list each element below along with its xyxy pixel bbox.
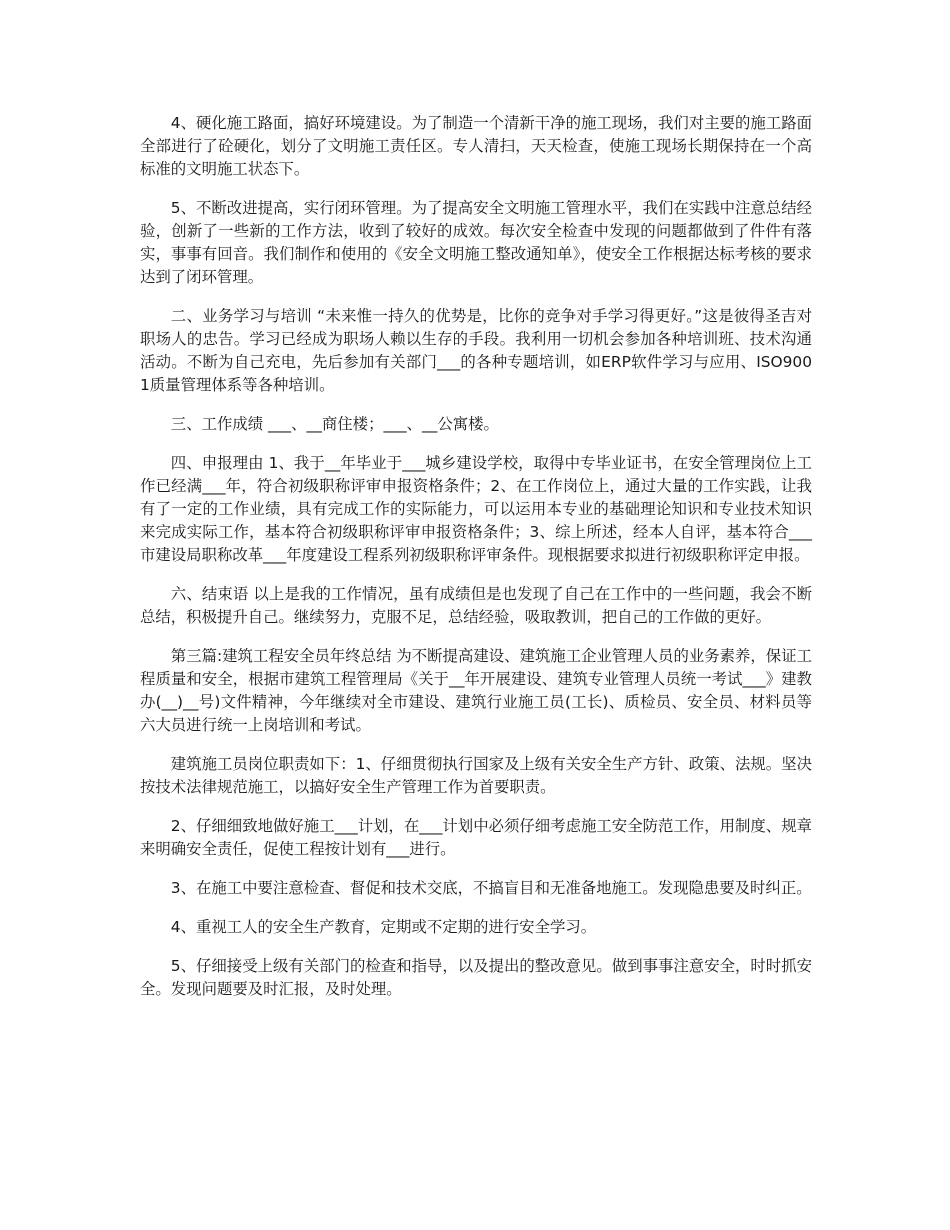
paragraph-duty-1: 建筑施工员岗位职责如下：1、仔细贯彻执行国家及上级有关安全生产方针、政策、法规。坚决按技术法律规范施工，以搞好安全生产管理工作为首要职责。 [140,755,812,796]
document-page [140,112,812,1017]
paragraph-part-three-intro: 第三篇:建筑工程安全员年终总结 为不断提高建设、建筑施工企业管理人员的业务素养，保证工程质量和安全，根据市建筑工程管理局《关于__年开展建设、建筑专业管理人员统一考试___》建教办(__)__号)文件精神，今年继续对全市建设、建筑行业施工员(工长)、质检员、安全员、材料员等六大员进行统一上岗培训和考试。 [140,647,812,734]
paragraph-conclusion: 六、结束语 以上是我的工作情况，虽有成绩但是也发现了自己在工作中的一些问题，我会不断总结，积极提升自己。继续努力，克服不足，总结经验，吸取教训，把自己的工作做的更好。 [140,585,812,626]
paragraph-application-reasons: 四、申报理由 1、我于__年毕业于___城乡建设学校，取得中专毕业证书，在安全管理岗位上工作已经满___年，符合初级职称评审申报资格条件；2、在工作岗位上，通过大量的工作实践，让我有了一定的工作业绩，具有完成工作的实际能力，可以运用本专业的基础理论知识和专业技术知识来完成实际工作，基本符合初级职称评审申报资格条件；3、综上所述，经本人自评，基本符合___市建设局职称改革___年度建设工程系列初级职称评审条件。现根据要求拟进行初级职称评定申报。 [140,454,812,564]
paragraph-duty-2: 2、仔细细致地做好施工___计划，在___计划中必须仔细考虑施工安全防范工作，用制度、规章来明确安全责任，促使工程按计划有___进行。 [140,817,812,858]
paragraph-closed-loop-management: 5、不断改进提高，实行闭环管理。为了提高安全文明施工管理水平，我们在实践中注意总结经验，创新了一些新的工作方法，收到了较好的成效。每次安全检查中发现的问题都做到了件件有落实，事事有回音。我们制作和使用的《安全文明施工整改通知单》，使安全工作根据达标考核的要求达到了闭环管理。 [140,199,812,286]
paragraph-study-training: 二、业务学习与培训 “未来惟一持久的优势是，比你的竞争对手学习得更好。”这是彼得圣吉对职场人的忠告。学习已经成为职场人赖以生存的手段。我利用一切机会参加各种培训班、技术沟通活动。不断为自己充电，先后参加有关部门___的各种专题培训，如ERP软件学习与应用、ISO9001质量管理体系等各种培训。 [140,307,812,394]
paragraph-hardening-roads: 4、硬化施工路面，搞好环境建设。为了制造一个清新干净的施工现场，我们对主要的施工路面全部进行了砼硬化，划分了文明施工责任区。专人清扫，天天检查，使施工现场长期保持在一个高标准的文明施工状态下。 [140,114,812,178]
paragraph-duty-5: 5、仔细接受上级有关部门的检查和指导，以及提出的整改意见。做到事事注意安全，时时抓安全。发现问题要及时汇报，及时处理。 [140,957,812,998]
paragraph-work-achievements: 三、工作成绩 ___、__商住楼；___、__公寓楼。 [170,415,499,433]
paragraph-duty-3: 3、在施工中要注意检查、督促和技术交底，不搞盲目和无准备地施工。发现隐患要及时纠正。 [170,879,812,897]
paragraph-duty-4: 4、重视工人的安全生产教育，定期或不定期的进行安全学习。 [170,918,597,936]
